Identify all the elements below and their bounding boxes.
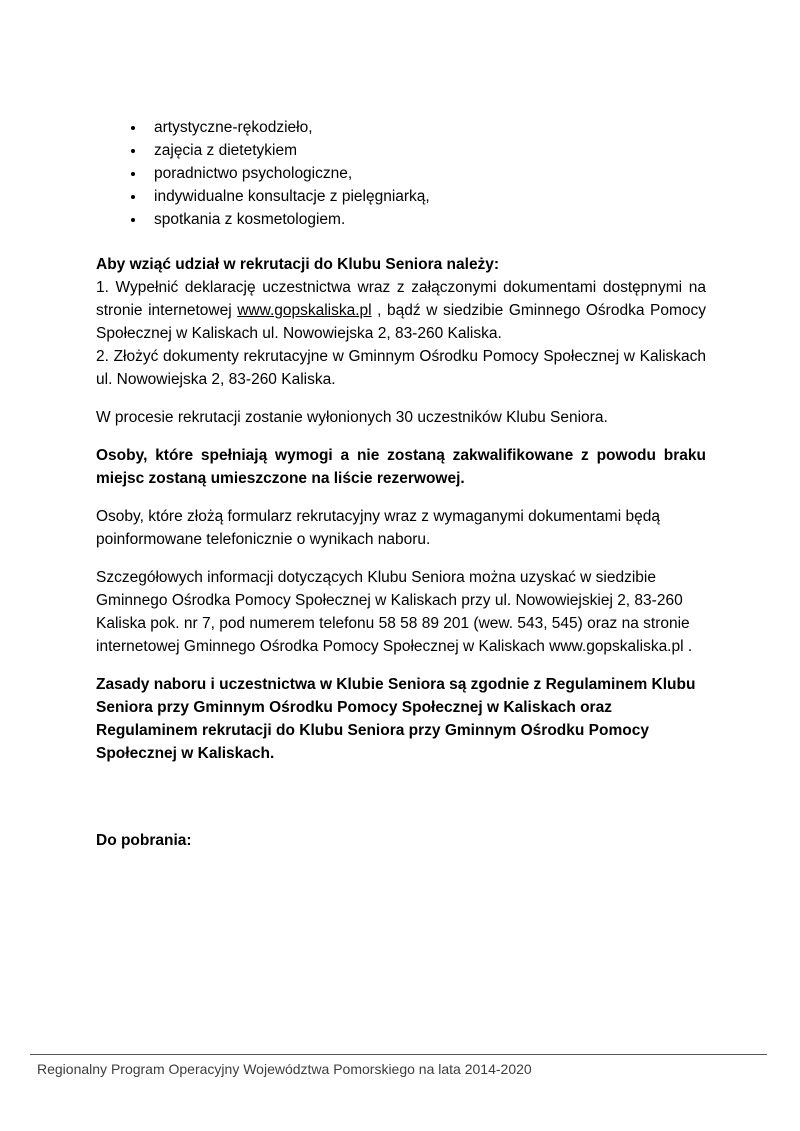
footer-text: Regionalny Program Operacyjny Województwa Pomorskiego na lata 2014-2020 (37, 1061, 532, 1077)
paragraph-step-1 (96, 276, 706, 345)
list-item: • poradnictwo psychologiczne, (146, 162, 706, 185)
recruitment-heading: Aby wziąć udział w rekrutacji do Klubu Seniora należy: (96, 256, 500, 273)
list-item: • zajęcia z dietetykiem (146, 139, 706, 162)
paragraph-notification: Osoby, które złożą formularz rekrutacyjny wraz z wymaganymi dokumentami będą poinformowane telefonicznie o wynikach naboru. (96, 508, 660, 548)
document-content (96, 116, 706, 852)
footer-divider (30, 1054, 767, 1055)
paragraph-reserve-list: Osoby, które spełniają wymogi a nie zostaną zakwalifikowane z powodu braku miejsc zostaną umieszczone na liście rezerwowej. (96, 447, 706, 487)
list-item: • indywidualne konsultacje z pielęgniarką, (146, 185, 706, 208)
download-heading: Do pobrania: (96, 832, 192, 849)
website-link[interactable]: www.gopskaliska.pl (237, 302, 372, 319)
list-item: • artystyczne-rękodzieło, (146, 116, 706, 139)
step-1-text-after: , bądź w siedzibie Gminnego Ośrodka Pomocy Społecznej w Kaliskach ul. Nowowiejska 2, 83-260 Kaliska. (96, 302, 707, 342)
paragraph-process: W procesie rekrutacji zostanie wyłonionych 30 uczestników Klubu Seniora. (96, 409, 608, 426)
step-1-text-before: 1. Wypełnić deklarację uczestnictwa wraz z załączonymi dokumentami dostępnymi na stronie internetowej (96, 279, 706, 319)
paragraph-contact-info: Szczegółowych informacji dotyczących Klubu Seniora można uzyskać w siedzibie Gminnego Ośrodka Pomocy Społecznej w Kaliskach przy ul. Nowowiejskiej 2, 83-260 Kaliska pok. nr 7, pod numerem telefonu 58 58 89 201 (wew. 543, 545) oraz na stronie internetowej Gminnego Ośrodka Pomocy Społecznej w Kaliskach www.gopskaliska.pl . (96, 569, 693, 655)
bullet-list (96, 116, 706, 231)
paragraph-step-2: 2. Złożyć dokumenty rekrutacyjne w Gminnym Ośrodku Pomocy Społecznej w Kaliskach ul. Nowowiejska 2, 83-260 Kaliska. (96, 348, 706, 388)
list-item: • spotkania z kosmetologiem. (146, 208, 706, 231)
paragraph-rules: Zasady naboru i uczestnictwa w Klubie Seniora są zgodnie z Regulaminem Klubu Seniora przy Gminnym Ośrodku Pomocy Społecznej w Kaliskach oraz Regulaminem rekrutacji do Klubu Seniora przy Gminnym Ośrodku Pomocy Społecznej w Kaliskach. (96, 676, 696, 762)
